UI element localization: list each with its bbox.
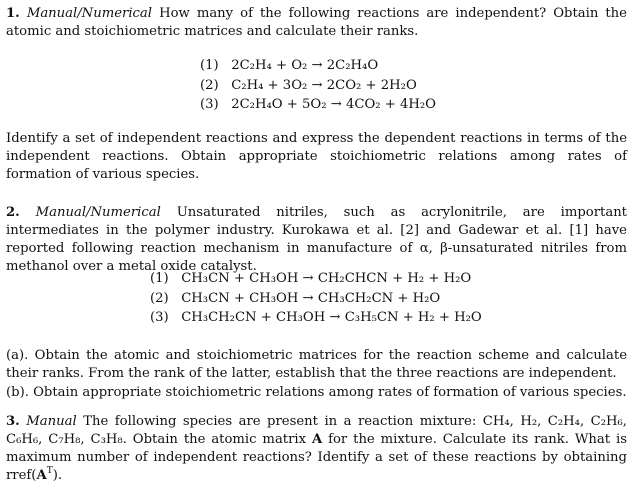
reactants: CH₃CN + CH₃OH <box>181 271 299 286</box>
matrix-symbol: A <box>36 468 47 483</box>
reaction <box>150 289 482 309</box>
reaction <box>200 95 436 115</box>
matrix-symbol: A <box>311 432 323 447</box>
products: CH₂CHCN + H₂ + H₂O <box>317 271 472 286</box>
problem-2-part-a: (a). Obtain the atomic and stoichiometric matrices for the reaction scheme and calculate their ranks. From the rank of the latter, establish that the three reactions are independent. <box>6 348 627 381</box>
problem-text-continued: for the mixture. Calculate its rank. What is maximum number of independent reactions? Identify a set of these reactions by obtaining rref( <box>6 432 627 483</box>
reactants: CH₃CN + CH₃OH <box>181 290 299 306</box>
problem-2-part-b: (b). Obtain appropriate stoichiometric relations among rates of formation of various species. <box>6 385 627 400</box>
problem-number: 3. <box>6 414 20 429</box>
problem-2-statement <box>6 204 627 276</box>
reaction-number: (1) <box>150 271 169 286</box>
closing-paren: ). <box>52 468 63 483</box>
reactants: CH₃CH₂CN + CH₃OH <box>181 310 326 325</box>
problem-text: Unsaturated nitriles, such as acrylonitrile, are important intermediates in the polymer industry. Kurokawa et al. [2] and Gadewar et al. [1] have reported following reaction mechanism in manufacture of α, β-unsaturated nitriles from methanol over a metal oxide catalyst. <box>6 205 627 274</box>
reaction-list-2 <box>150 269 482 328</box>
problem-text: How many of the following reactions are independent? Obtain the atomic and stoichiometric matrices and calculate their ranks. <box>6 6 627 39</box>
problem-1-statement <box>6 5 627 41</box>
reaction-arrow: → <box>329 310 341 325</box>
reactants: 2C₂H₄ + O₂ <box>231 58 308 73</box>
products: CH₃CH₂CN + H₂O <box>317 290 441 306</box>
reactants: 2C₂H₄O + 5O₂ <box>231 97 327 112</box>
reaction-arrow: → <box>311 77 323 93</box>
products: C₃H₅CN + H₂ + H₂O <box>344 310 482 325</box>
reaction-number: (2) <box>150 290 169 306</box>
reaction-arrow: → <box>302 290 314 306</box>
reaction-arrow: → <box>330 97 342 112</box>
reactants: C₂H₄ + 3O₂ <box>231 77 308 93</box>
reaction <box>150 308 482 328</box>
problem-type: Manual <box>26 414 77 429</box>
reaction <box>200 56 436 76</box>
reaction <box>200 76 436 96</box>
problem-number: 2. <box>6 205 20 220</box>
problem-1-followup: Identify a set of independent reactions and express the dependent reactions in terms of the independent reactions. Obtain appropriate stoichiometric relations among rates of formation of various species. <box>6 131 627 182</box>
reaction-arrow: → <box>311 58 323 73</box>
problem-type: Manual/Numerical <box>35 205 161 220</box>
problem-text: The following species are present in a reaction mixture: CH₄, H₂, C₂H₄, C₂H₆, C₆H₆, C₇H₈, C₃H₈. Obtain the atomic matrix <box>6 414 627 447</box>
reaction-list-1 <box>200 56 436 115</box>
problem-type: Manual/Numerical <box>26 6 153 21</box>
reaction <box>150 269 482 289</box>
transpose-mark: T <box>46 466 53 476</box>
reaction-number: (2) <box>200 77 219 93</box>
products: 2C₂H₄O <box>326 58 379 73</box>
reaction-number: (3) <box>200 97 219 112</box>
reaction-number: (1) <box>200 58 219 73</box>
products: 4CO₂ + 4H₂O <box>345 97 436 112</box>
products: 2CO₂ + 2H₂O <box>326 77 417 93</box>
reaction-number: (3) <box>150 310 169 325</box>
problem-number: 1. <box>6 6 20 21</box>
reaction-arrow: → <box>302 271 314 286</box>
problem-3-statement <box>6 413 627 485</box>
